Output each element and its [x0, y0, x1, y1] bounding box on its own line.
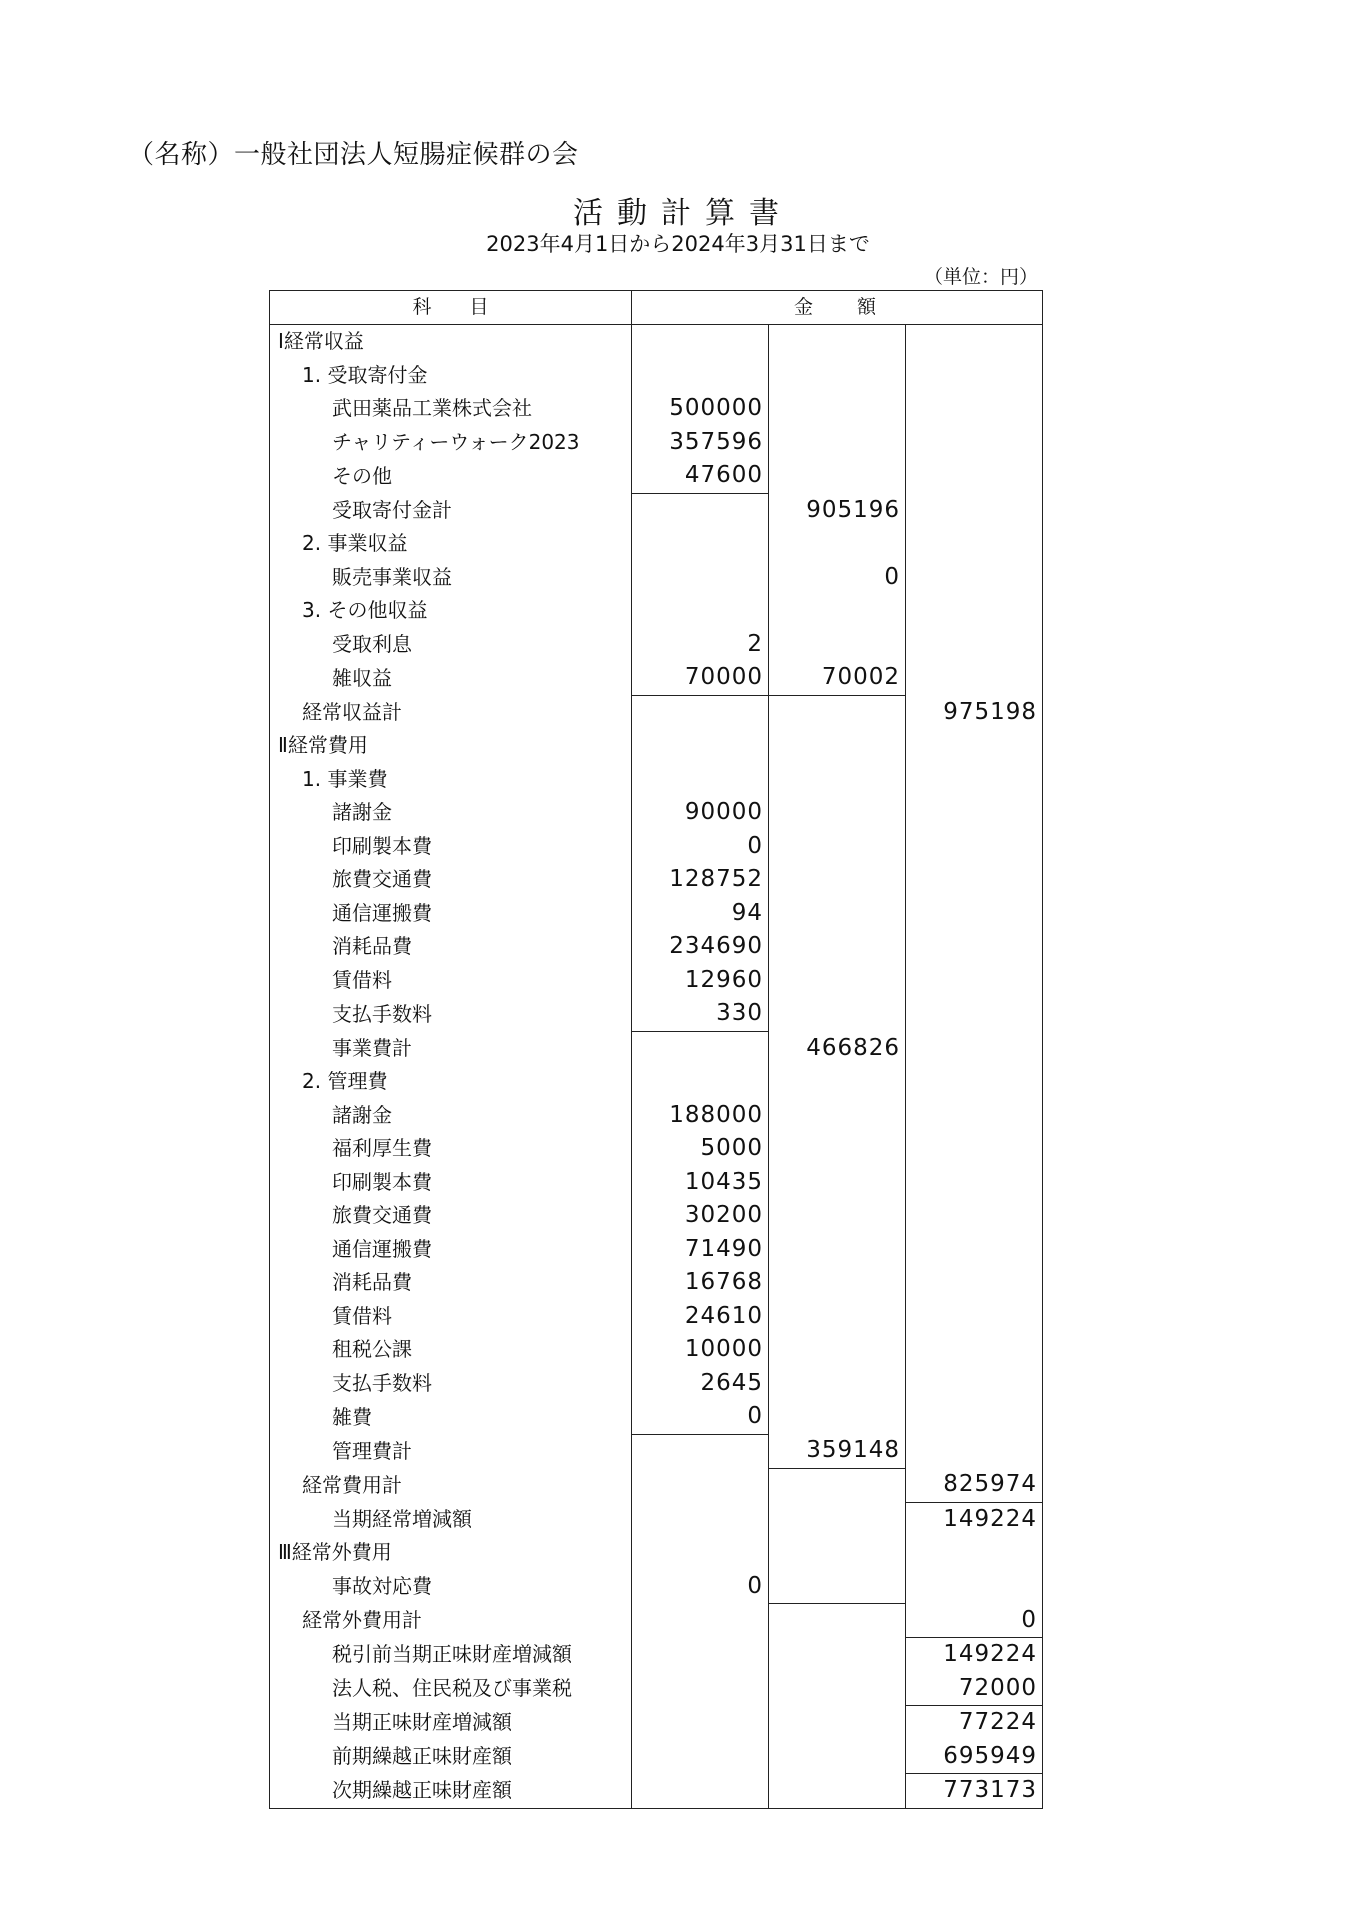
amount-column-header: 金額	[632, 291, 1043, 325]
table-row	[270, 661, 1043, 695]
total-amount: 825974	[906, 1468, 1043, 1502]
table-row	[270, 695, 1043, 729]
total-amount: 149224	[906, 1502, 1043, 1536]
subtotal-amount: 0	[769, 561, 906, 595]
table-row	[270, 1638, 1043, 1672]
row-label: 当期経常増減額	[270, 1502, 632, 1536]
row-label: 経常収益計	[270, 695, 632, 729]
detail-amount: 234690	[632, 930, 769, 964]
activity-statement-table	[269, 290, 1043, 1809]
row-label: 通信運搬費	[270, 1233, 632, 1267]
detail-amount: 94	[632, 897, 769, 931]
table-row	[270, 1570, 1043, 1604]
table-row	[270, 392, 1043, 426]
row-label: 2. 管理費	[270, 1065, 632, 1099]
row-label: 経常費用計	[270, 1468, 632, 1502]
row-label: 事故対応費	[270, 1570, 632, 1604]
table-row	[270, 527, 1043, 561]
row-label: 管理費計	[270, 1434, 632, 1468]
table-row	[270, 1166, 1043, 1200]
row-label: その他	[270, 459, 632, 493]
document-title: 活動計算書	[573, 196, 793, 231]
row-label: 武田薬品工業株式会社	[270, 392, 632, 426]
table-row	[270, 1333, 1043, 1367]
row-label: 旅費交通費	[270, 863, 632, 897]
row-label: 税引前当期正味財産増減額	[270, 1638, 632, 1672]
table-row	[270, 796, 1043, 830]
row-label: 印刷製本費	[270, 830, 632, 864]
row-label: 次期繰越正味財産額	[270, 1774, 632, 1809]
detail-amount: 5000	[632, 1132, 769, 1166]
table-row	[270, 1300, 1043, 1334]
detail-amount: 128752	[632, 863, 769, 897]
total-amount: 72000	[906, 1672, 1043, 1706]
row-label: チャリティーウォーク2023	[270, 426, 632, 460]
table-header	[270, 291, 1043, 325]
total-amount: 149224	[906, 1638, 1043, 1672]
detail-amount: 10435	[632, 1166, 769, 1200]
row-label: 支払手数料	[270, 1367, 632, 1401]
table-row	[270, 997, 1043, 1031]
row-label: 印刷製本費	[270, 1166, 632, 1200]
detail-amount: 0	[632, 1570, 769, 1604]
table-row	[270, 1468, 1043, 1502]
row-label: 2. 事業収益	[270, 527, 632, 561]
detail-amount: 188000	[632, 1099, 769, 1133]
table-row	[270, 1099, 1043, 1133]
total-amount: 975198	[906, 695, 1043, 729]
subtotal-amount: 70002	[769, 661, 906, 695]
table-row	[270, 1740, 1043, 1774]
row-label: Ⅰ経常収益	[270, 325, 632, 359]
table-row	[270, 325, 1043, 359]
table-row	[270, 628, 1043, 662]
row-label: 販売事業収益	[270, 561, 632, 595]
row-label: 3. その他収益	[270, 594, 632, 628]
table-row	[270, 1400, 1043, 1434]
table-row	[270, 1502, 1043, 1536]
detail-amount: 0	[632, 1400, 769, 1434]
subtotal-amount: 466826	[769, 1031, 906, 1065]
row-label: 福利厚生費	[270, 1132, 632, 1166]
detail-amount: 500000	[632, 392, 769, 426]
row-label: 前期繰越正味財産額	[270, 1740, 632, 1774]
row-label: 旅費交通費	[270, 1199, 632, 1233]
table-row	[270, 1434, 1043, 1468]
row-label: 諸謝金	[270, 796, 632, 830]
row-label: 消耗品費	[270, 930, 632, 964]
table-row	[270, 1672, 1043, 1706]
detail-amount: 47600	[632, 459, 769, 493]
table-row	[270, 863, 1043, 897]
row-label: 1. 受取寄付金	[270, 359, 632, 393]
row-label: 賃借料	[270, 964, 632, 998]
subtotal-amount: 359148	[769, 1434, 906, 1468]
table-row	[270, 1774, 1043, 1809]
row-label: 雑費	[270, 1400, 632, 1434]
table-row	[270, 1031, 1043, 1065]
row-label: 経常外費用計	[270, 1604, 632, 1638]
fiscal-period: 2023年4月1日から2024年3月31日まで	[486, 232, 870, 256]
table-row	[270, 459, 1043, 493]
table-row	[270, 729, 1043, 763]
table-row	[270, 1266, 1043, 1300]
detail-amount: 70000	[632, 661, 769, 695]
organization-name: （名称）一般社団法人短腸症候群の会	[128, 140, 579, 170]
row-label: 支払手数料	[270, 997, 632, 1031]
detail-amount: 357596	[632, 426, 769, 460]
table-row	[270, 964, 1043, 998]
row-label: 事業費計	[270, 1031, 632, 1065]
table-row	[270, 1536, 1043, 1570]
detail-amount: 30200	[632, 1199, 769, 1233]
detail-amount: 0	[632, 830, 769, 864]
row-label: 受取寄付金計	[270, 493, 632, 527]
table-row	[270, 830, 1043, 864]
total-amount: 695949	[906, 1740, 1043, 1774]
table-row	[270, 1706, 1043, 1740]
row-label: 法人税、住民税及び事業税	[270, 1672, 632, 1706]
detail-amount: 2	[632, 628, 769, 662]
row-label: 諸謝金	[270, 1099, 632, 1133]
row-label: Ⅱ経常費用	[270, 729, 632, 763]
table-row	[270, 1367, 1043, 1401]
row-label: 通信運搬費	[270, 897, 632, 931]
row-label: Ⅲ経常外費用	[270, 1536, 632, 1570]
total-amount: 773173	[906, 1774, 1043, 1809]
detail-amount: 71490	[632, 1233, 769, 1267]
table-row	[270, 763, 1043, 797]
table-row	[270, 561, 1043, 595]
table-row	[270, 359, 1043, 393]
row-label: 雑収益	[270, 661, 632, 695]
detail-amount: 330	[632, 997, 769, 1031]
row-label: 受取利息	[270, 628, 632, 662]
total-amount: 0	[906, 1604, 1043, 1638]
table-row	[270, 594, 1043, 628]
subtotal-amount: 905196	[769, 493, 906, 527]
subject-column-header: 科 目	[270, 291, 632, 325]
unit-label: （単位：円）	[923, 266, 1038, 288]
detail-amount: 10000	[632, 1333, 769, 1367]
row-label: 賃借料	[270, 1300, 632, 1334]
table-row	[270, 1233, 1043, 1267]
row-label: 消耗品費	[270, 1266, 632, 1300]
row-label: 当期正味財産増減額	[270, 1706, 632, 1740]
row-label: 租税公課	[270, 1333, 632, 1367]
table-row	[270, 930, 1043, 964]
table-row	[270, 426, 1043, 460]
table-row	[270, 897, 1043, 931]
detail-amount: 90000	[632, 796, 769, 830]
table-row	[270, 1132, 1043, 1166]
table-row	[270, 1065, 1043, 1099]
row-label: 1. 事業費	[270, 763, 632, 797]
detail-amount: 12960	[632, 964, 769, 998]
detail-amount: 16768	[632, 1266, 769, 1300]
total-amount: 77224	[906, 1706, 1043, 1740]
table-row	[270, 1199, 1043, 1233]
table-row	[270, 1604, 1043, 1638]
table-row	[270, 493, 1043, 527]
detail-amount: 2645	[632, 1367, 769, 1401]
detail-amount: 24610	[632, 1300, 769, 1334]
